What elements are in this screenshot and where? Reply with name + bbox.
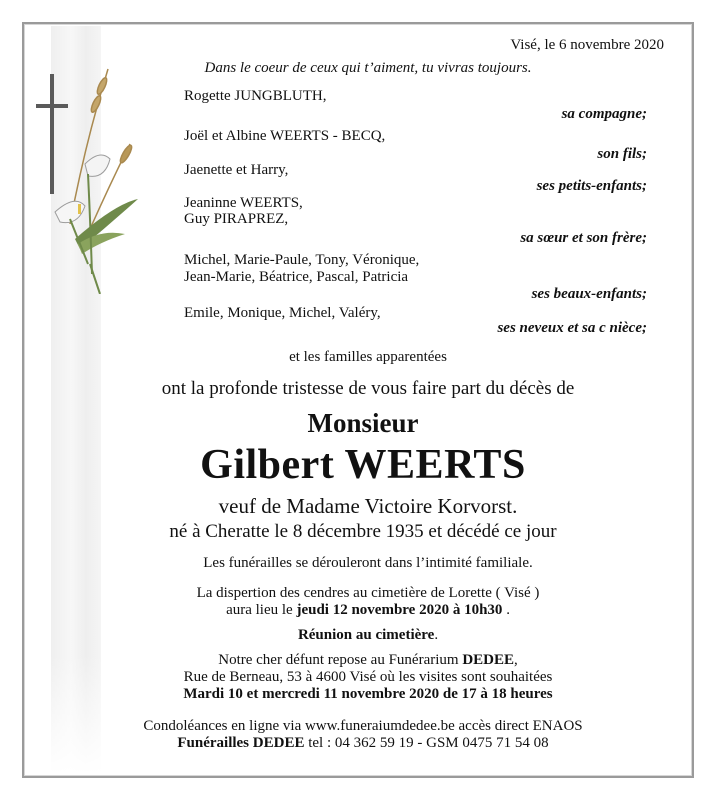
calla-lily-icon [55, 155, 110, 274]
announcement-card [22, 22, 694, 778]
condolences-line: Condoléances en ligne via www.funeraiumdedee.be accès direct ENAOS [143, 718, 583, 734]
family-relation: ses petits-enfants; [536, 178, 647, 194]
family-name: Rogette JUNGBLUTH, [184, 88, 327, 104]
birth-death-line: né à Cheratte le 8 décembre 1935 et décédé ce jour [169, 521, 557, 542]
repose-line-2: Rue de Berneau, 53 à 4600 Visé où les visites sont souhaitées [183, 669, 553, 685]
family-name: Guy PIRAPREZ, [184, 211, 289, 227]
motto: Dans le coeur de ceux qui t’aiment, tu vivras toujours. [204, 60, 532, 76]
leaf-icon [75, 199, 138, 294]
dispersion-line-1: La dispertion des cendres au cimetière de Lorette ( Visé ) [196, 585, 540, 601]
repose-line-1: Notre cher défunt repose au Funérarium DEDEE, [218, 652, 518, 668]
honorific-title: Monsieur [307, 408, 419, 438]
deceased-name: Gilbert WEERTS [200, 442, 526, 488]
family-name: Jaenette et Harry, [184, 162, 289, 178]
family-relation: son fils; [597, 146, 647, 162]
family-name: Jeaninne WEERTS, [184, 195, 303, 211]
meeting-line: Réunion au cimetière. [297, 627, 439, 643]
contact-line: Funérailles DEDEE tel : 04 362 59 19 - GSM 0475 71 54 08 [177, 735, 549, 751]
dispersion-line-2: aura lieu le jeudi 12 novembre 2020 à 10h30 . [226, 602, 510, 618]
family-relation: sa sœur et son frère; [520, 230, 647, 246]
funeral-line: Les funérailles se dérouleront dans l’intimité familiale. [203, 555, 533, 571]
families-line: et les familles apparentées [289, 349, 447, 365]
family-relation: ses neveux et sa c nièce; [497, 320, 647, 336]
announcement-line: ont la profonde tristesse de vous faire part du décès de [161, 378, 575, 399]
family-name: Michel, Marie-Paule, Tony, Véronique, [184, 252, 420, 268]
family-name: Jean-Marie, Béatrice, Pascal, Patricia [184, 269, 409, 285]
family-relation: sa compagne; [561, 106, 647, 122]
date-line: Visé, le 6 novembre 2020 [510, 37, 664, 53]
repose-line-3: Mardi 10 et mercredi 11 novembre 2020 de 17 à 18 heures [183, 686, 553, 702]
family-relation: ses beaux-enfants; [531, 286, 647, 302]
cross-icon [36, 74, 68, 194]
family-name: Joël et Albine WEERTS - BECQ, [184, 128, 386, 144]
cross-and-flowers-icon [30, 64, 140, 294]
family-name: Emile, Monique, Michel, Valéry, [184, 305, 381, 321]
widower-line: veuf de Madame Victoire Korvorst. [218, 494, 518, 518]
